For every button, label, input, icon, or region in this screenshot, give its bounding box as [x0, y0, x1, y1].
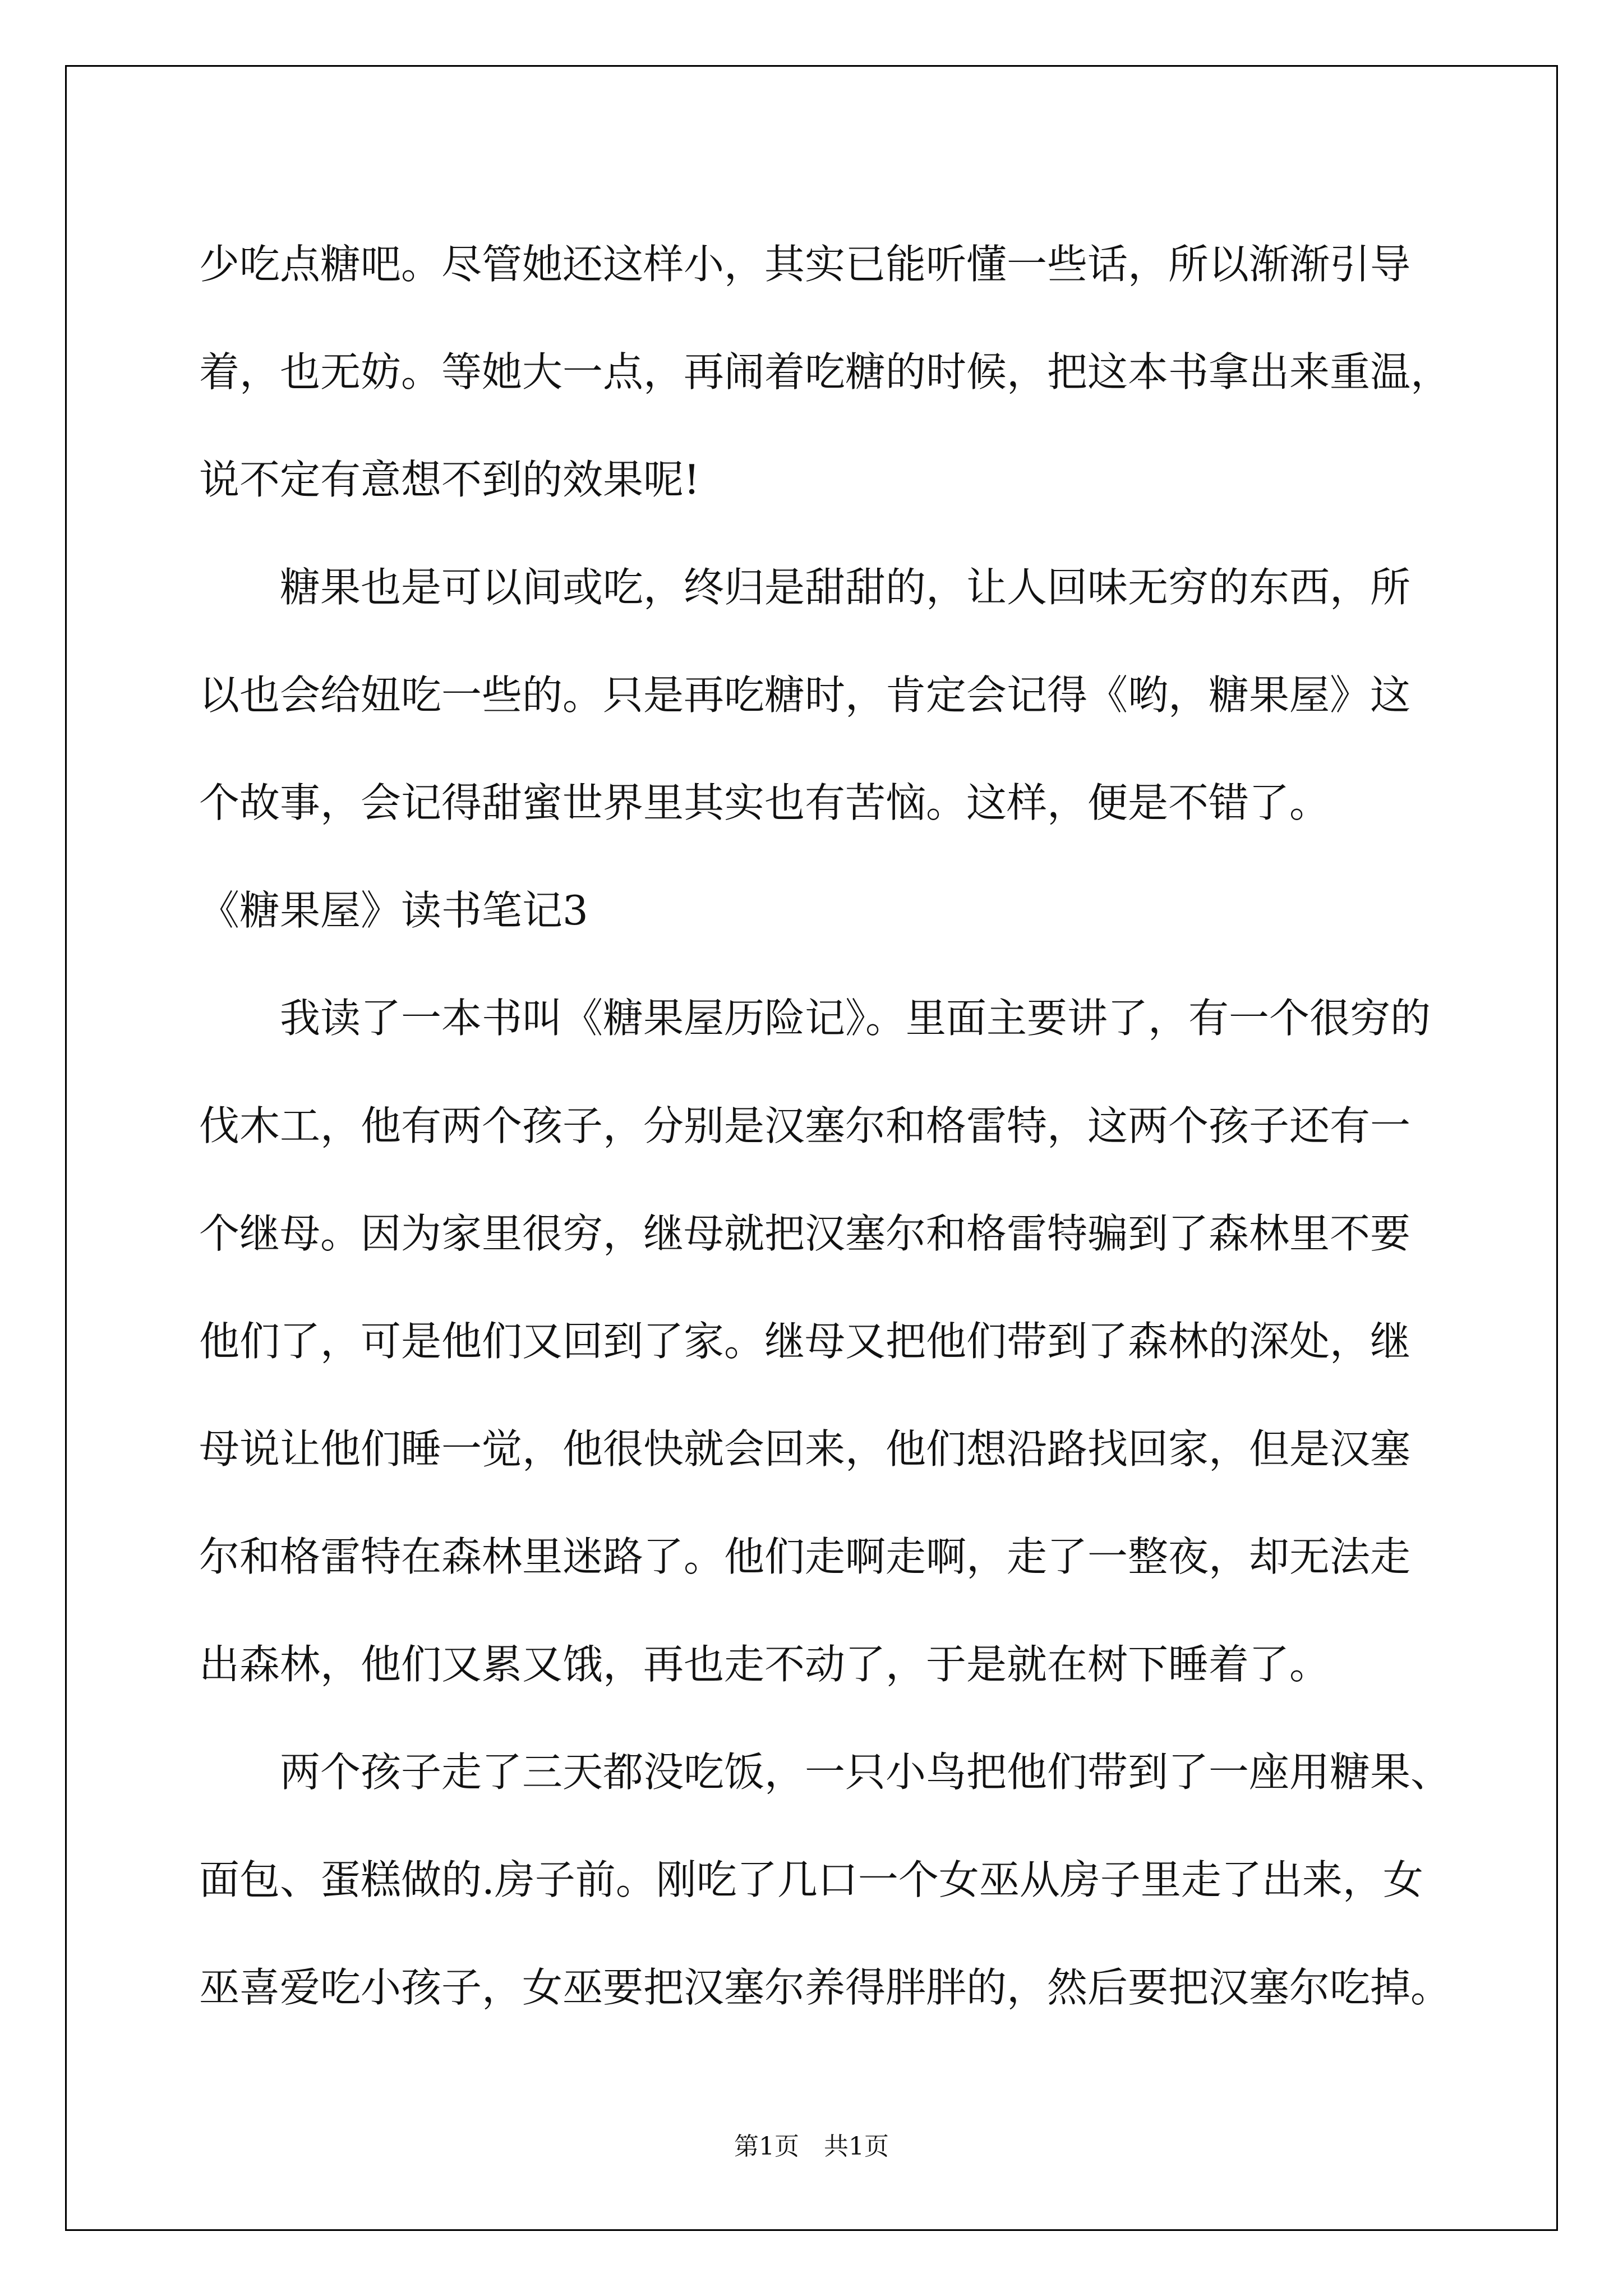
text-line: 他们了，可是他们又回到了家。继母又把他们带到了森林的深处，继 — [199, 1318, 1411, 1365]
text-line: 个继母。因为家里很穷，继母就把汉塞尔和格雷特骗到了森林里不要 — [199, 1210, 1411, 1257]
text-line: 两个孩子走了三天都没吃饭，一只小鸟把他们带到了一座用糖果、 — [199, 1749, 1451, 1796]
text-line: 说不定有意想不到的效果呢! — [199, 456, 700, 503]
section-heading: 《糖果屋》读书笔记3 — [199, 887, 588, 934]
text-line: 糖果也是可以间或吃，终归是甜甜的，让人回味无穷的东西，所 — [199, 564, 1411, 611]
text-line: 伐木工，他有两个孩子，分别是汉塞尔和格雷特，这两个孩子还有一 — [199, 1102, 1411, 1149]
text-line: 面包、蛋糕做的.房子前。刚吃了几口一个女巫从房子里走了出来，女 — [199, 1856, 1423, 1903]
text-line: 以也会给妞吃一些的。只是再吃糖时，肯定会记得《哟，糖果屋》这 — [199, 671, 1411, 719]
text-line: 我读了一本书叫《糖果屋历险记》。里面主要讲了，有一个很穷的 — [199, 995, 1431, 1042]
text-line: 尔和格雷特在森林里迷路了。他们走啊走啊，走了一整夜，却无法走 — [199, 1533, 1411, 1580]
text-line: 出森林，他们又累又饿，再也走不动了，于是就在树下睡着了。 — [199, 1641, 1330, 1688]
page-number: 第1页 共1页 — [734, 2132, 889, 2161]
text-line: 个故事，会记得甜蜜世界里其实也有苦恼。这样，便是不错了。 — [199, 779, 1330, 826]
text-line: 少吃点糖吧。尽管她还这样小，其实已能听懂一些话，所以渐渐引导 — [199, 241, 1411, 288]
text-line: 巫喜爱吃小孩子，女巫要把汉塞尔养得胖胖的，然后要把汉塞尔吃掉。 — [199, 1964, 1451, 2011]
document-body — [199, 210, 1451, 2041]
text-line: 母说让他们睡一觉，他很快就会回来，他们想沿路找回家，但是汉塞 — [199, 1425, 1411, 1473]
text-line: 着，也无妨。等她大一点，再闹着吃糖的时候，把这本书拿出来重温， — [199, 348, 1451, 395]
